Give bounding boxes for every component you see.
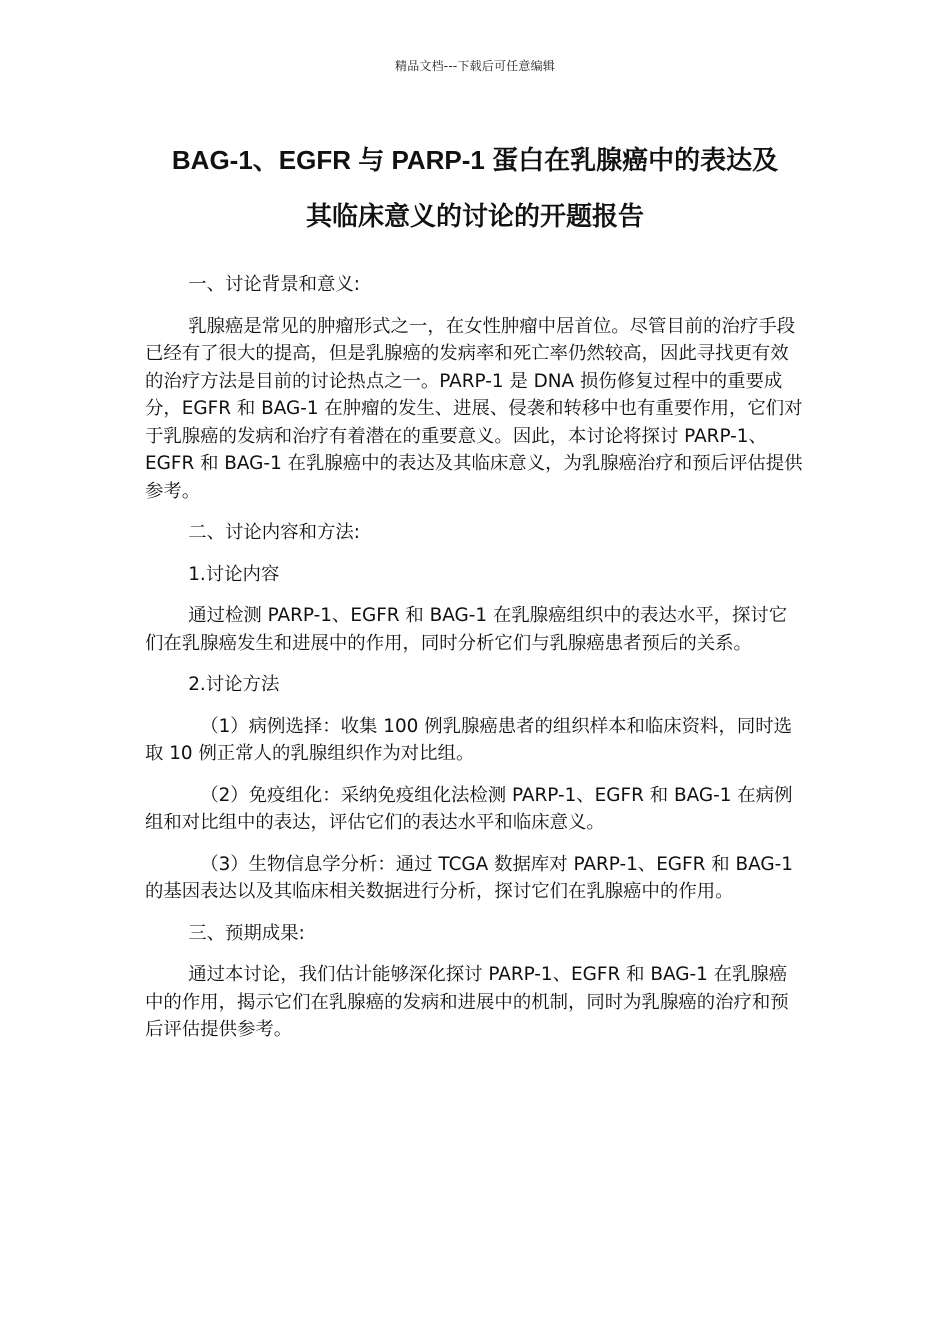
section-2-subheading-method: 2.讨论方法 bbox=[188, 674, 280, 695]
section-3-paragraph: 通过本讨论，我们估计能够深化探讨 PARP-1、EGFR 和 BAG-1 在乳腺癌中的作用，揭示它们在乳腺癌的发病和进展中的机制，同时为乳腺癌的治疗和预后评估提供参考。 bbox=[145, 964, 789, 1040]
document-title bbox=[120, 132, 830, 244]
title-line-1: BAG-1、EGFR 与 PARP-1 蛋白在乳腺癌中的表达及 bbox=[171, 145, 779, 175]
method-item-immunohistochemistry: （2）免疫组化：采纳免疫组化法检测 PARP-1、EGFR 和 BAG-1 在病例组和对比组中的表达，评估它们的表达水平和临床意义。 bbox=[145, 784, 793, 833]
page-header-note: 精品文档---下载后可任意编辑 bbox=[395, 59, 555, 73]
section-1-heading: 一、讨论背景和意义: bbox=[188, 274, 360, 295]
title-line-2: 其临床意义的讨论的开题报告 bbox=[305, 201, 644, 231]
section-2-heading: 二、讨论内容和方法: bbox=[188, 522, 360, 543]
section-2-content-paragraph: 通过检测 PARP-1、EGFR 和 BAG-1 在乳腺癌组织中的表达水平，探讨它们在乳腺癌发生和进展中的作用，同时分析它们与乳腺癌患者预后的关系。 bbox=[145, 605, 788, 654]
document-body bbox=[145, 271, 805, 1058]
section-1-paragraph: 乳腺癌是常见的肿瘤形式之一，在女性肿瘤中居首位。尽管目前的治疗手段已经有了很大的提高，但是乳腺癌的发病率和死亡率仍然较高，因此寻找更有效的治疗方法是目前的讨论热点之一。PARP-1 是 DNA 损伤修复过程中的重要成分，EGFR 和 BAG-1 在肿瘤的发生、进展、侵袭和转移中也有重要作用，它们对于乳腺癌的发病和治疗有着潜在的重要意义。因此，本讨论将探讨 PARP-1、EGFR 和 BAG-1 在乳腺癌中的表达及其临床意义，为乳腺癌治疗和预后评估提供参考。 bbox=[145, 315, 803, 502]
method-item-case-selection: （1）病例选择：收集 100 例乳腺癌患者的组织样本和临床资料，同时选取 10 例正常人的乳腺组织作为对比组。 bbox=[145, 715, 793, 764]
method-item-bioinformatics: （3）生物信息学分析：通过 TCGA 数据库对 PARP-1、EGFR 和 BAG-1 的基因表达以及其临床相关数据进行分析，探讨它们在乳腺癌中的作用。 bbox=[145, 853, 793, 902]
section-3-heading: 三、预期成果: bbox=[188, 922, 305, 944]
section-2-subheading-content: 1.讨论内容 bbox=[188, 563, 280, 585]
